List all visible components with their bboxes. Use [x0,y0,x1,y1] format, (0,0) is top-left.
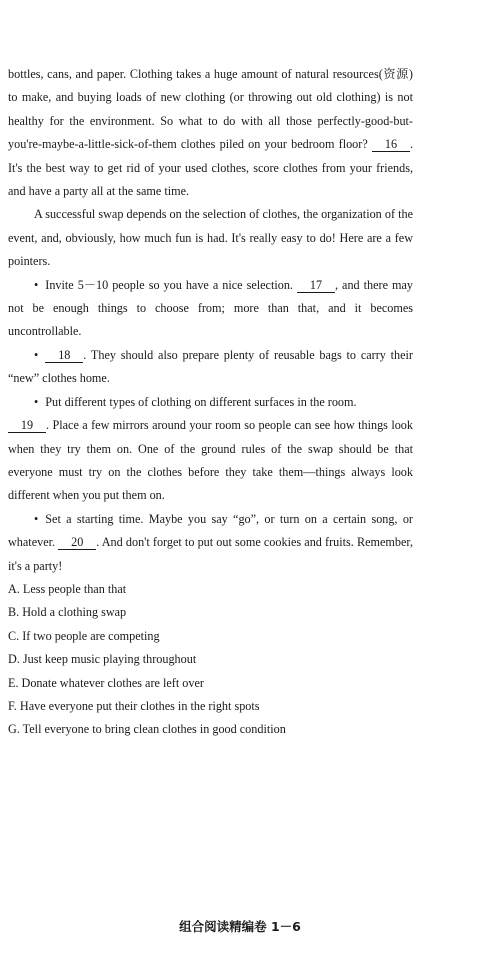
paragraph-1 [8,63,413,203]
option-b: B. Hold a clothing swap [8,605,127,620]
blank-19: 19 [8,419,46,433]
pointer-1 [8,274,413,344]
option-c: C. If two people are competing [8,628,160,643]
pointer-3 [8,391,413,508]
pointer-2 [8,344,413,391]
paragraph-1-text-b: . It's the best way to get rid of your used clothes, score clothes from your friends, and have a party all at the same time. [8,137,413,199]
option-f: F. Have everyone put their clothes in the right spots [8,698,260,713]
pointer-1-text-a: Invite 5－10 people so you have a nice selection. [45,277,293,292]
pointer-4-text-a: Set a starting time. Maybe you say “go”, or turn on a certain song, or whatever. [8,511,413,550]
option-g: G. Tell everyone to bring clean clothes in good condition [8,722,286,737]
option-d: D. Just keep music playing throughout [8,652,197,667]
answer-options [8,578,413,742]
option-e: E. Donate whatever clothes are left over [8,675,204,690]
pointer-3-text-a: Put different types of clothing on different surfaces in the room. [45,394,357,409]
option-a: A. Less people than that [8,581,127,596]
pointer-1-text-b: , and there may not be enough things to choose from; more than that, and it becomes uncontrollable. [8,277,414,339]
pointer-3-text-b: . Place a few mirrors around your room so people can see how things look when they try them on. One of the ground rules of the swap should be that everyone must try on the clothes before they take them—things always look different when you put them on. [8,418,413,503]
paragraph-1-text-a: bottles, cans, and paper. Clothing takes a huge amount of natural resources(资源) to make, and buying loads of new clothing (or throwing out old clothing) is not healthy for the environment. So what to do with all those perfectly-good-but-you're-maybe-a-little-sick-of-them clothes piled on your bedroom floor? [8,67,413,152]
blank-16: 16 [372,138,410,152]
page-footer: 组合阅读精编卷 1－6 [179,919,301,934]
blank-20: 20 [58,536,96,550]
pointer-2-text-b: . They should also prepare plenty of reusable bags to carry their “new” clothes home. [8,347,413,386]
blank-18: 18 [45,349,83,363]
pointer-4 [8,508,413,578]
pointer-4-text-b: . And don't forget to put out some cookies and fruits. Remember, it's a party! [8,535,413,573]
paragraph-2: A successful swap depends on the selection of clothes, the organization of the event, and, obviously, how much fun is had. It's really easy to do! Here are a few pointers. [8,207,413,269]
blank-17: 17 [297,279,335,293]
passage [8,63,413,742]
